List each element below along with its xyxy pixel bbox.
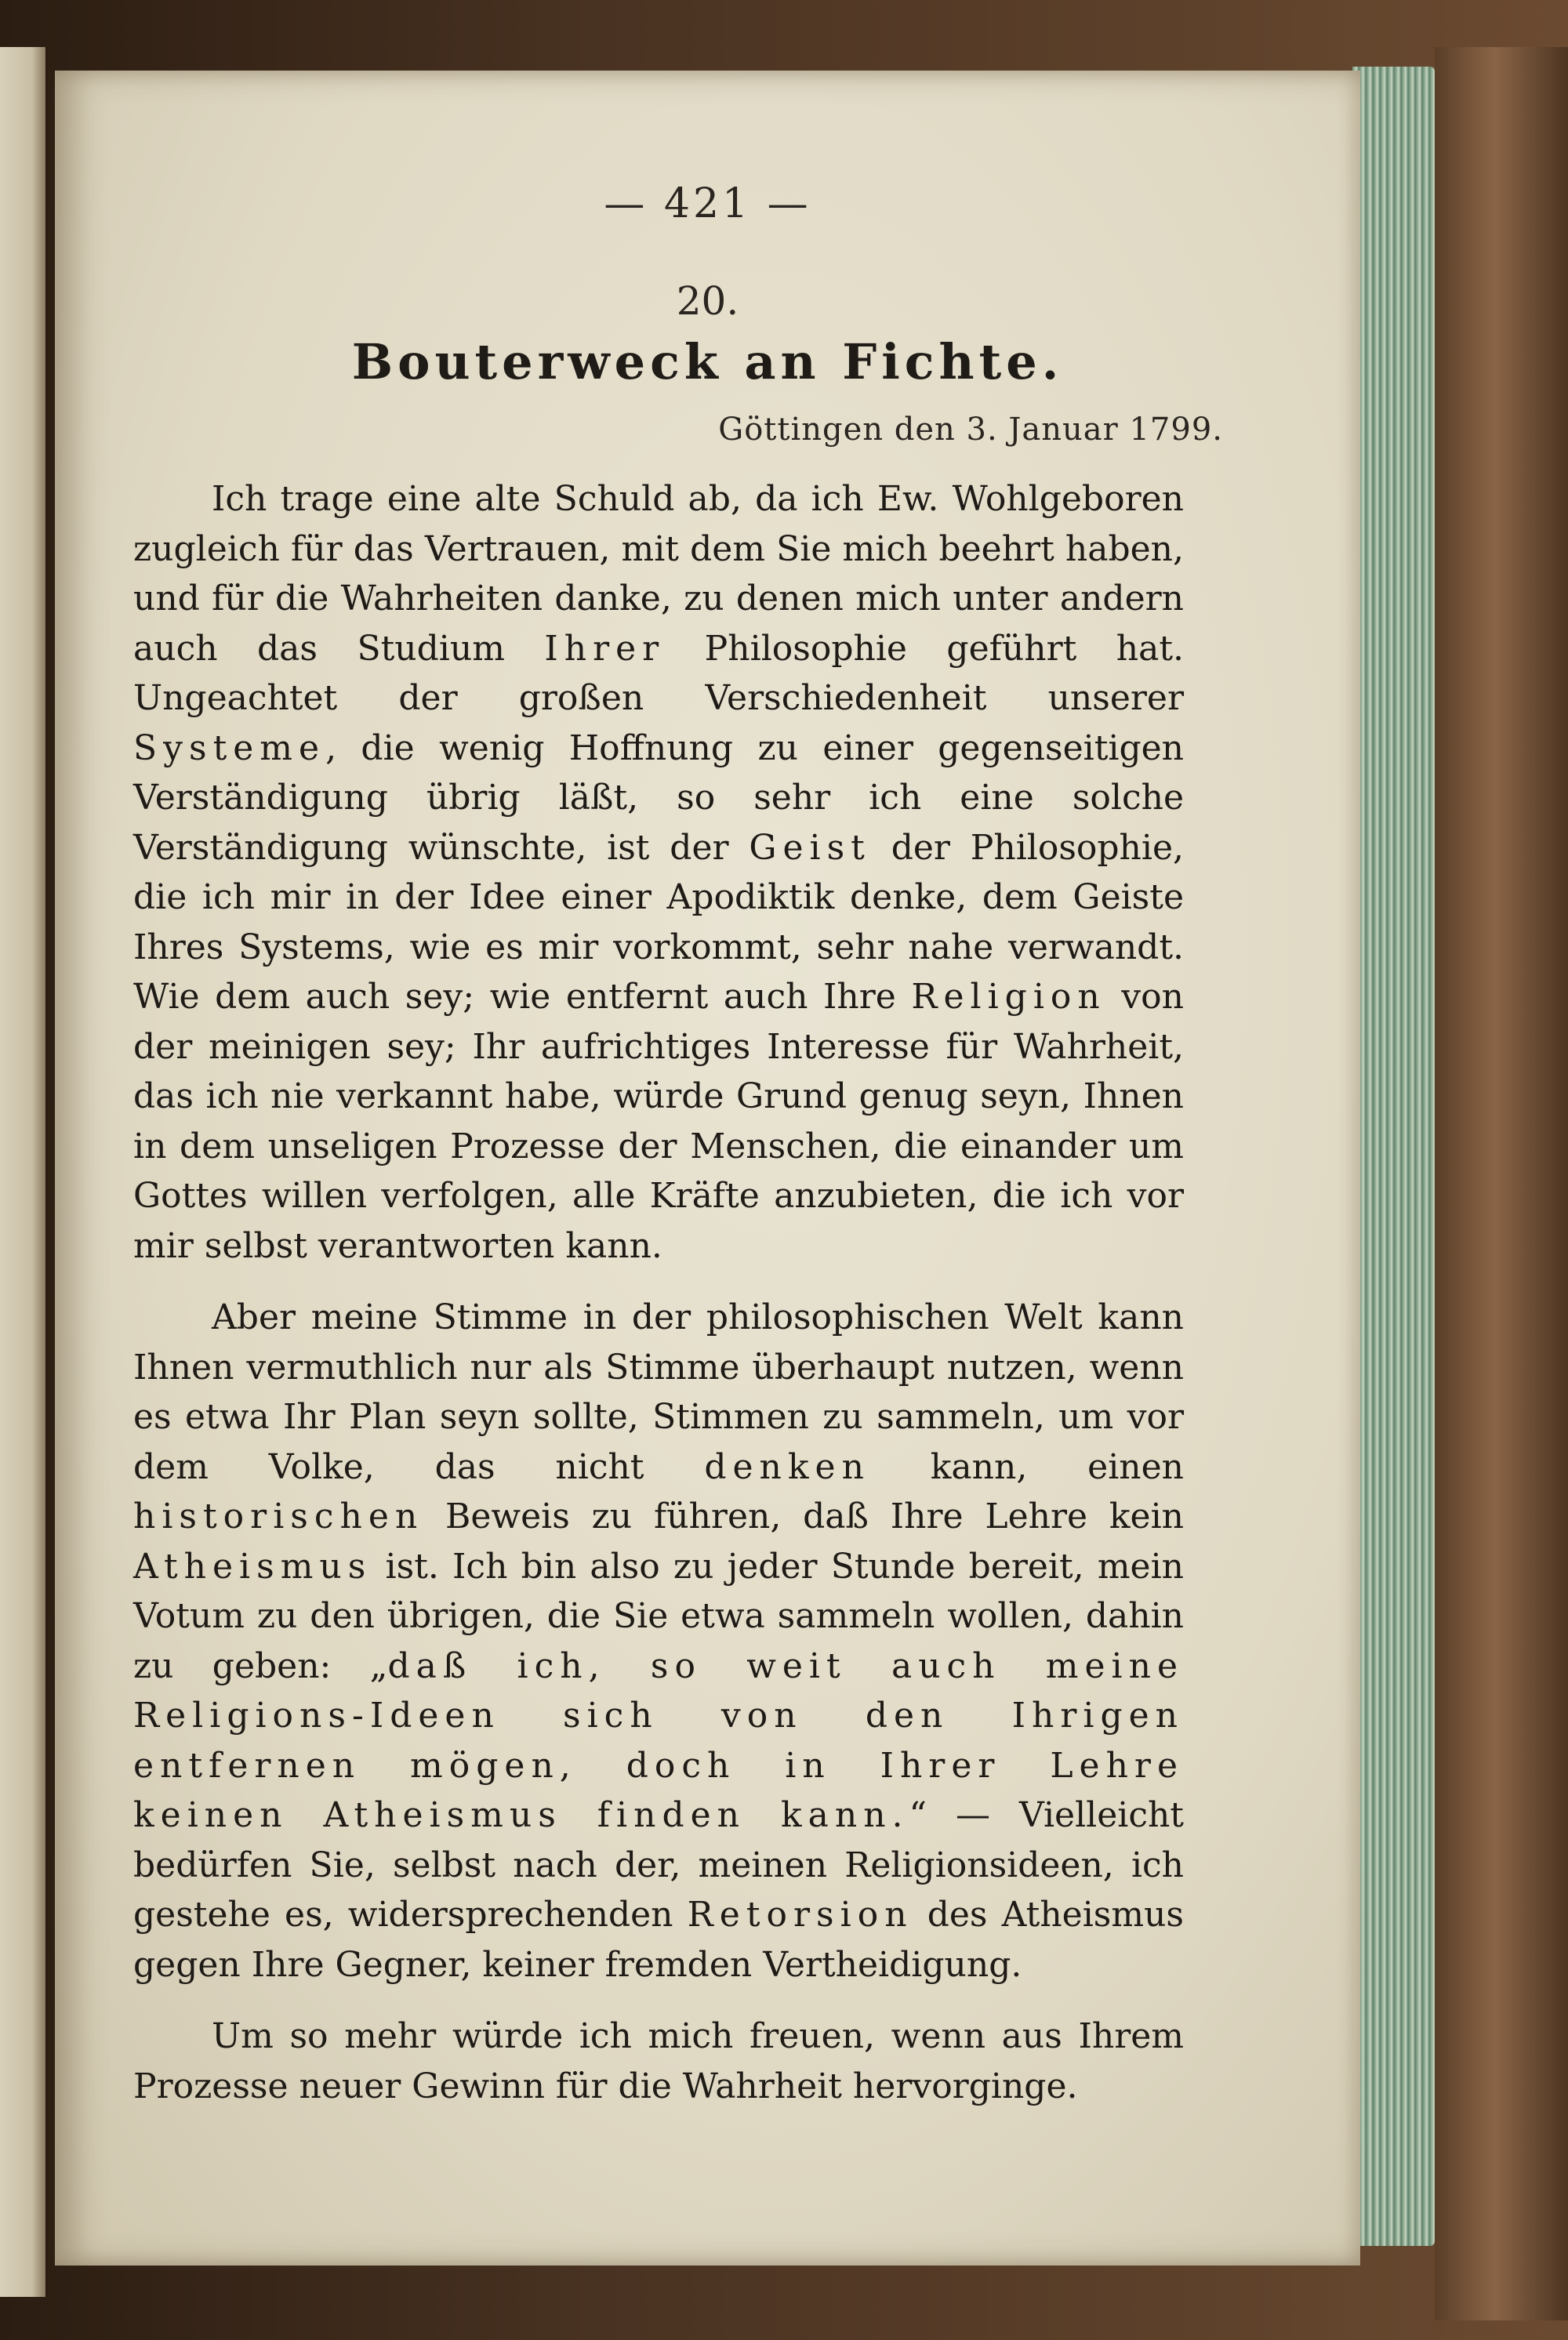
text-run: des Atheismus gegen Ihre Gegner, keiner fremden Vertheidigung. [133, 1895, 1184, 1985]
paragraph [133, 2012, 1184, 2111]
emphasis-text: Retorsion [687, 1895, 913, 1935]
letter-number: 20. [676, 278, 739, 324]
letter-body [133, 474, 1184, 2133]
facing-page-edge [0, 47, 48, 2297]
text-run: , die wenig Hoffnung zu einer gegenseitigen Verständigung übrig läßt, so sehr ich eine solche Verständigung wünschte, ist der [133, 727, 1184, 868]
letter-title: Bouterweck an Fichte. [351, 333, 1064, 390]
book-page [55, 71, 1360, 2266]
emphasis-text: historischen [133, 1497, 424, 1536]
page-number: — 421 — [604, 180, 811, 227]
paragraph [133, 1293, 1184, 1990]
emphasis-text: denken [704, 1446, 870, 1487]
emphasis-text: Religion [911, 977, 1106, 1017]
emphasis-text: Systeme [133, 727, 326, 768]
text-run: kann, einen [869, 1446, 1184, 1487]
emphasis-text: Geist [749, 827, 871, 868]
book-binding [1435, 47, 1568, 2320]
text-run: “ — Vielleicht bedürfen Sie, selbst nach der, meinen Religionsideen, ich gestehe es, widersprechenden [133, 1795, 1184, 1935]
text-run: Ich trage eine alte Schuld ab, da ich Ew. Wohlgeboren zugleich für das Vertrauen, mit dem Sie mich beehrt haben, und für die Wahrheiten danke, zu denen mich unter andern auch das Studium [133, 479, 1184, 669]
paragraph [133, 474, 1184, 1271]
emphasis-text: daß ich, so weit auch meine Religions-Ideen sich von den Ihrigen entfernen mögen, doch in Ihrer Lehre keinen Atheismus finden kann. [133, 1645, 1185, 1835]
page-edges [1352, 67, 1435, 2246]
text-run: Um so mehr würde ich mich freuen, wenn aus Ihrem Prozesse neuer Gewinn für die Wahrheit hervorginge. [133, 2016, 1184, 2106]
emphasis-text: Ihrer [544, 628, 666, 669]
text-run: von der meinigen sey; Ihr aufrichtiges Interesse für Wahrheit, das ich nie verkannt habe, würde Grund genug seyn, Ihnen in dem unseligen Prozesse der Menschen, die einander um Gottes willen verfolgen, alle Kräfte anzubieten, die ich vor mir selbst verantworten kann. [133, 977, 1184, 1266]
text-run: Aber meine Stimme in der philosophischen Welt kann Ihnen vermuthlich nur als Stimme überhaupt nutzen, wenn es etwa Ihr Plan seyn sollte, Stimmen zu sammeln, um vor dem Volke, das nicht [133, 1297, 1184, 1487]
emphasis-text: Atheismus [133, 1546, 372, 1587]
text-run: der Philosophie, die ich mir in der Idee einer Apodiktik denke, dem Geiste Ihres Systems, wie es mir vorkommt, sehr nahe verwandt. Wie dem auch sey; wie entfernt auch Ihre [133, 827, 1184, 1017]
text-run: ist. Ich bin also zu jeder Stunde bereit, mein Votum zu den übrigen, die Sie etwa sammeln wollen, dahin zu geben: „ [133, 1546, 1184, 1686]
dateline: Göttingen den 3. Januar 1799. [718, 412, 1223, 448]
text-run: Beweis zu führen, daß Ihre Lehre kein [423, 1497, 1184, 1536]
text-run: Philosophie geführt hat. Ungeachtet der großen Verschiedenheit unserer [133, 628, 1184, 718]
